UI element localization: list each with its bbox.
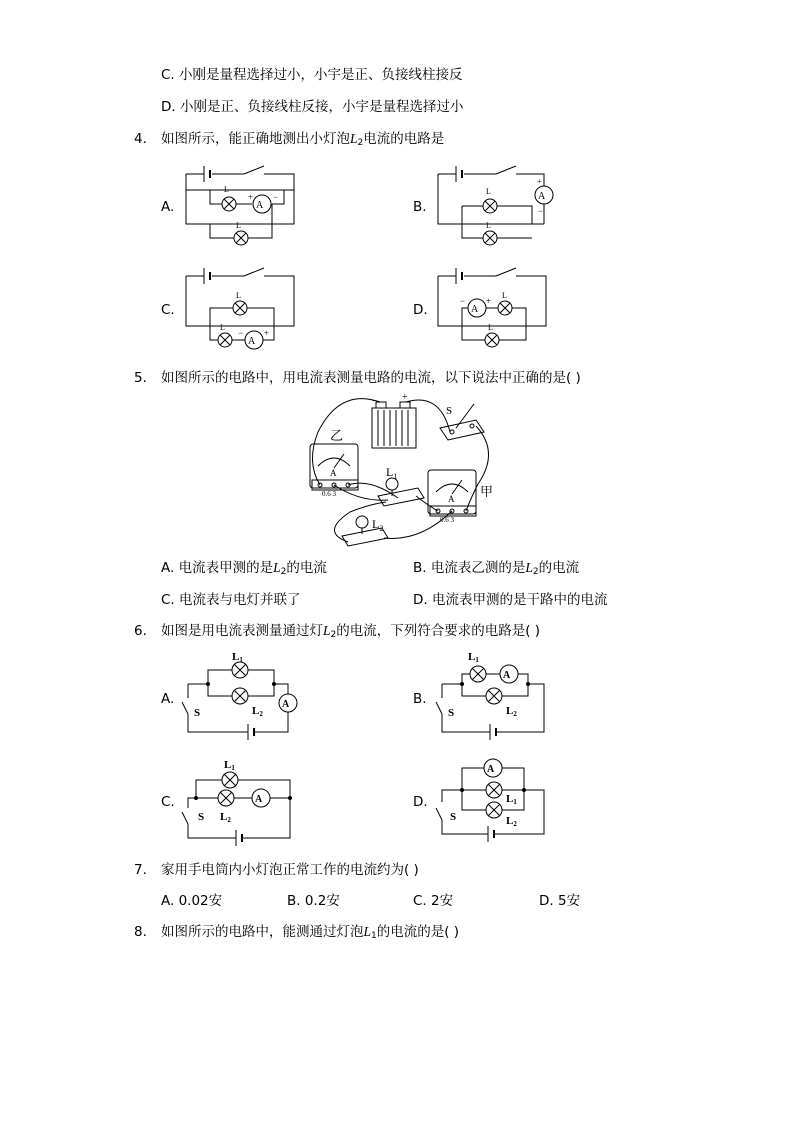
q6-circuit-c	[182, 752, 302, 844]
q5-option-b: B. 电流表乙测的是$L_2$的电流	[413, 560, 580, 577]
svg-text:A: A	[471, 304, 479, 315]
svg-text:A: A	[282, 699, 290, 710]
svg-text:L1: L1	[232, 651, 243, 664]
svg-text:−: −	[238, 328, 244, 338]
q6-label-c: C.	[161, 794, 175, 810]
svg-text:L1: L1	[506, 793, 517, 806]
q5-stem: 如图所示的电路中，用电流表测量电路的电流，以下说法中正确的是( )	[161, 370, 581, 386]
svg-text:L2: L2	[506, 815, 517, 828]
svg-text:A: A	[256, 200, 264, 211]
svg-text:L2: $L_2$	[372, 517, 384, 533]
svg-text:L: L	[220, 323, 225, 332]
q6-circuit-b	[436, 648, 556, 740]
q4-stem: 如图所示，能正确地测出小灯泡$L_2$电流的电路是	[161, 131, 445, 148]
q6-label-a: A.	[161, 691, 175, 707]
svg-text:S: S	[448, 707, 455, 719]
q8-number: 8.	[134, 924, 147, 940]
q6-circuit-a	[182, 648, 302, 740]
svg-text:L: L	[486, 187, 491, 196]
svg-text:+: +	[248, 192, 254, 202]
q3-option-c: C. 小刚是量程选择过小，小宇是正、负接线柱接反	[161, 67, 463, 83]
q4-number: 4.	[134, 131, 147, 147]
svg-text:L2: L2	[220, 811, 231, 824]
svg-text:A: A	[487, 764, 495, 775]
svg-text:−: −	[538, 206, 544, 216]
q4-circuit-c	[180, 262, 300, 352]
svg-text:L: L	[502, 291, 507, 300]
svg-text:乙: 乙	[330, 428, 344, 443]
q5-apparatus-figure	[300, 392, 510, 554]
svg-text:S: S	[446, 405, 453, 417]
svg-text:L: L	[236, 291, 241, 300]
svg-text:L: L	[486, 221, 491, 230]
q6-number: 6.	[134, 623, 147, 639]
q8-stem: 如图所示的电路中，能测通过灯泡$L_1$的电流的是( )	[161, 924, 460, 941]
q4-label-b: B.	[413, 199, 427, 215]
q6-label-b: B.	[413, 691, 427, 707]
svg-text:S: S	[198, 811, 205, 823]
svg-text:−: −	[273, 192, 279, 202]
svg-text:A: A	[503, 670, 511, 681]
q4-circuit-d	[432, 262, 562, 352]
svg-text:L: L	[236, 221, 241, 230]
svg-text:L1: $L_1$	[386, 465, 398, 481]
q7-option-d: D. 5安	[539, 893, 581, 909]
q4-label-a: A.	[161, 199, 175, 215]
q3-option-d: D. 小刚是正、负接线柱反接，小宇是量程选择过小	[161, 99, 464, 115]
q6-circuit-d	[436, 752, 556, 844]
svg-text:L: L	[488, 323, 493, 332]
q5-option-a: A. 电流表甲测的是$L_2$的电流	[161, 560, 327, 577]
svg-text:S: S	[450, 811, 457, 823]
svg-text:0.6 3: 0.6 3	[440, 516, 454, 524]
q5-option-d: D. 电流表甲测的是干路中的电流	[413, 592, 608, 608]
svg-text:L: L	[224, 185, 229, 194]
q4-label-c: C.	[161, 302, 175, 318]
svg-text:0.6 3: 0.6 3	[322, 490, 336, 498]
q4-label-d: D.	[413, 302, 428, 318]
q4-circuit-a	[180, 160, 300, 250]
svg-text:A: A	[538, 191, 546, 202]
svg-text:L2: L2	[506, 705, 517, 718]
svg-text:A: A	[448, 494, 455, 504]
svg-text:A: A	[255, 794, 263, 805]
q7-option-c: C. 2安	[413, 893, 454, 909]
q6-label-d: D.	[413, 794, 428, 810]
q7-option-b: B. 0.2安	[287, 893, 340, 909]
q5-number: 5.	[134, 370, 147, 386]
q4-circuit-b	[432, 160, 562, 250]
svg-text:+: +	[486, 296, 492, 306]
svg-text:A: A	[330, 468, 337, 478]
q7-stem: 家用手电筒内小灯泡正常工作的电流约为( )	[161, 862, 419, 878]
q7-number: 7.	[134, 862, 147, 878]
svg-text:+: +	[264, 328, 270, 338]
svg-text:L1: L1	[224, 759, 235, 772]
q7-option-a: A. 0.02安	[161, 893, 223, 909]
svg-text:A: A	[248, 336, 256, 347]
svg-text:L2: L2	[252, 705, 263, 718]
svg-text:+: +	[537, 177, 542, 186]
svg-text:+: +	[402, 392, 408, 403]
svg-text:−: −	[372, 396, 378, 407]
q6-stem: 如图是用电流表测量通过灯$L_2$的电流，下列符合要求的电路是( )	[161, 623, 541, 640]
svg-text:S: S	[194, 707, 201, 719]
q5-option-c: C. 电流表与电灯并联了	[161, 592, 301, 608]
svg-text:甲: 甲	[480, 484, 494, 499]
svg-text:L1: L1	[468, 651, 479, 664]
svg-text:−: −	[460, 296, 466, 306]
